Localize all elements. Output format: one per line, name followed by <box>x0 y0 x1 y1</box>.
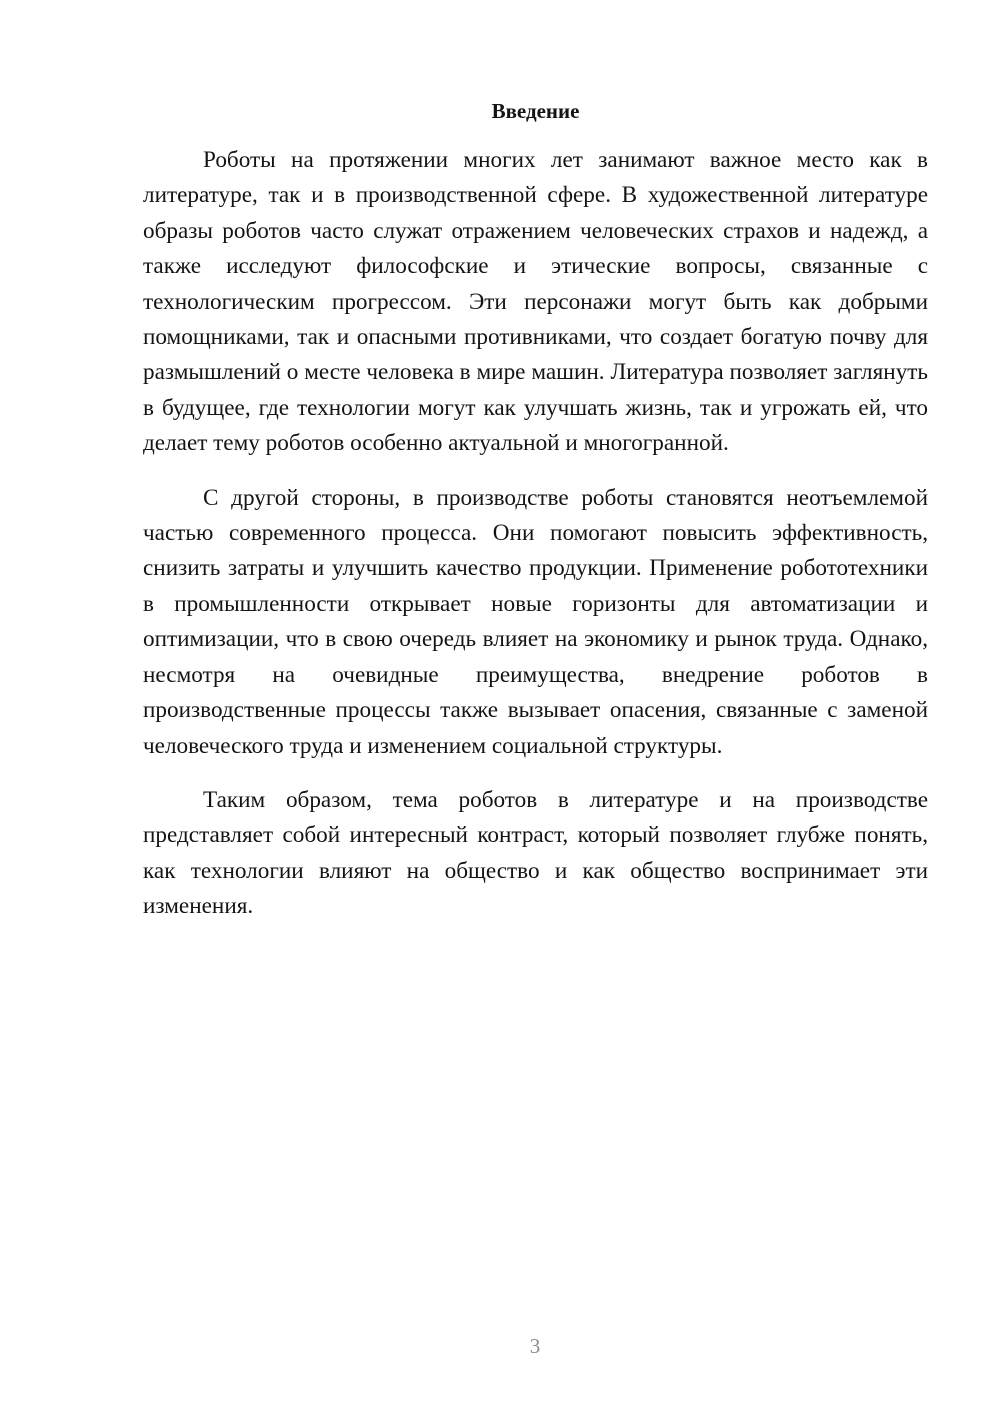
body-text <box>143 143 928 944</box>
paragraph-3: Таким образом, тема роботов в литературе и на производстве представляет собой интересный контраст, который позволяет глубже понять, как технологии влияют на общество и как общество воспринимает эти изменения. <box>143 786 928 920</box>
paragraph-1: Роботы на протяжении многих лет занимают важное место как в литературе, так и в производственной сфере. В художественной литературе образы роботов часто служат отражением человеческих страхов и надежд, а также исследуют философские и этические вопросы, связанные с технологическим прогрессом. Эти персонажи могут быть как добрыми помощниками, так и опасными противниками, что создает богатую почву для размышлений о месте человека в мире машин. Литература позволяет заглянуть в будущее, где технологии могут как улучшать жизнь, так и угрожать ей, что делает тему роботов особенно актуальной и многогранной. <box>143 147 928 457</box>
paragraph-2: С другой стороны, в производстве роботы становятся неотъемлемой частью современного процесса. Они помогают повысить эффективность, снизить затраты и улучшить качество продукции. Применение робототехники в промышленности открывает новые горизонты для автоматизации и оптимизации, что в свою очередь влияет на экономику и рынок труда. Однако, несмотря на очевидные преимущества, внедрение роботов в производственные процессы также вызывает опасения, связанные с заменой человеческого труда и изменением социальной структуры. <box>143 484 928 759</box>
page-number: 3 <box>529 1334 541 1358</box>
section-heading: Введение <box>491 99 580 123</box>
